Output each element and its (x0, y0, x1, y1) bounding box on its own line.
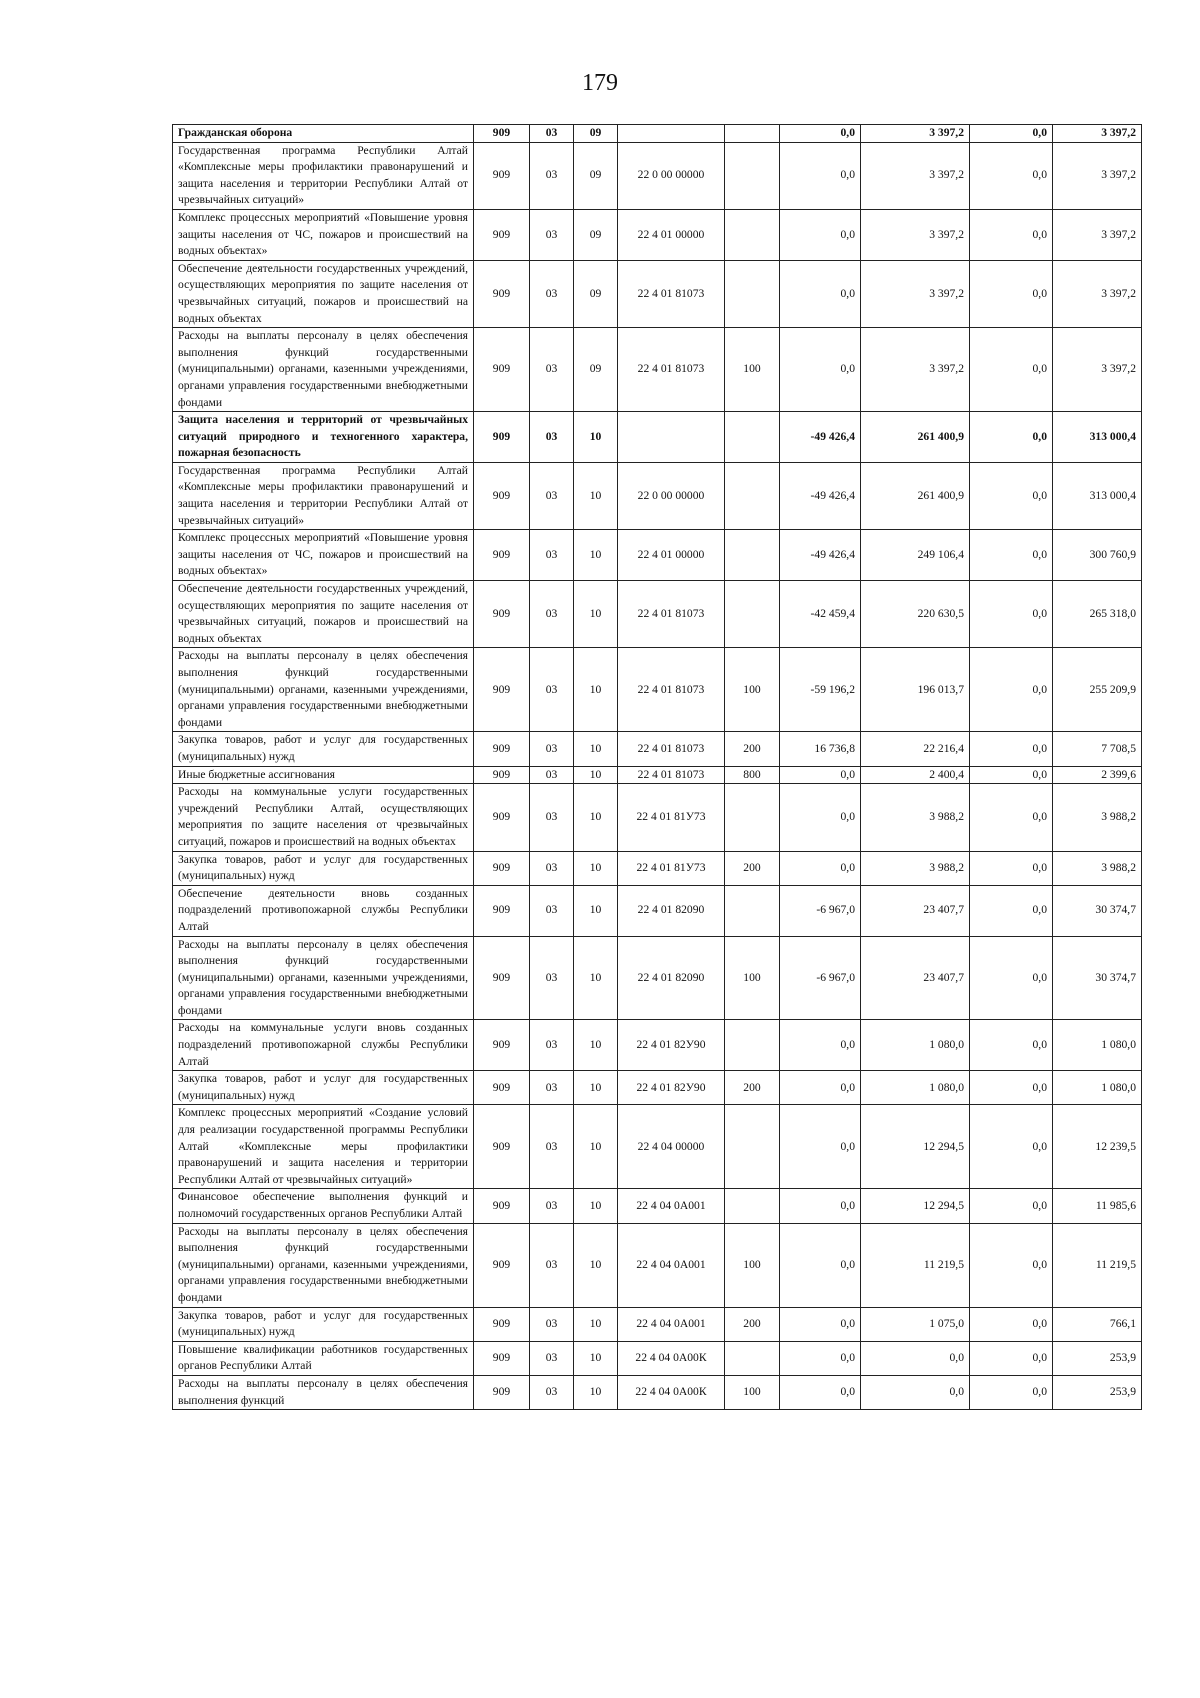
cell-value-3: 0,0 (970, 1307, 1053, 1341)
cell-value-3: 0,0 (970, 885, 1053, 936)
cell-name: Повышение квалификации работников государственных органов Республики Алтай (173, 1341, 474, 1375)
cell-admin-code: 909 (474, 209, 530, 260)
cell-target-article: 22 4 01 81073 (618, 260, 725, 327)
cell-section: 03 (530, 784, 574, 851)
cell-name: Комплекс процессных мероприятий «Повышение уровня защиты населения от ЧС, пожаров и происшествий на водных объектах» (173, 209, 474, 260)
cell-admin-code: 909 (474, 1341, 530, 1375)
cell-section: 03 (530, 328, 574, 412)
cell-value-4: 11 219,5 (1053, 1223, 1142, 1307)
cell-target-article: 22 4 04 0А00К (618, 1375, 725, 1409)
cell-name: Расходы на выплаты персоналу в целях обеспечения выполнения функций государственными (муниципальными) органами, казенными учреждениями, органами управления государственными внебюджетными фондами (173, 648, 474, 732)
cell-section: 03 (530, 209, 574, 260)
cell-value-3: 0,0 (970, 412, 1053, 463)
cell-admin-code: 909 (474, 784, 530, 851)
cell-expense-type (725, 581, 780, 648)
cell-subsection: 09 (574, 125, 618, 143)
cell-subsection: 10 (574, 648, 618, 732)
cell-value-4: 30 374,7 (1053, 885, 1142, 936)
cell-section: 03 (530, 530, 574, 581)
cell-value-2: 2 400,4 (861, 766, 970, 784)
cell-expense-type (725, 784, 780, 851)
cell-value-1: 0,0 (780, 851, 861, 885)
cell-expense-type: 200 (725, 1071, 780, 1105)
table-row (173, 530, 1142, 581)
cell-admin-code: 909 (474, 766, 530, 784)
cell-value-2: 3 397,2 (861, 260, 970, 327)
cell-target-article: 22 4 01 81073 (618, 766, 725, 784)
cell-value-1: -6 967,0 (780, 936, 861, 1020)
cell-target-article: 22 4 01 82У90 (618, 1071, 725, 1105)
cell-target-article: 22 4 04 00000 (618, 1105, 725, 1189)
cell-value-3: 0,0 (970, 851, 1053, 885)
table-row (173, 1189, 1142, 1223)
cell-value-4: 3 397,2 (1053, 209, 1142, 260)
cell-value-4: 313 000,4 (1053, 412, 1142, 463)
table-row (173, 1375, 1142, 1409)
cell-admin-code: 909 (474, 1105, 530, 1189)
cell-target-article: 22 4 01 81073 (618, 328, 725, 412)
cell-admin-code: 909 (474, 530, 530, 581)
cell-target-article: 22 4 01 81У73 (618, 851, 725, 885)
cell-value-3: 0,0 (970, 125, 1053, 143)
cell-value-3: 0,0 (970, 260, 1053, 327)
cell-expense-type (725, 1189, 780, 1223)
cell-target-article: 22 4 01 00000 (618, 209, 725, 260)
cell-value-3: 0,0 (970, 1020, 1053, 1071)
cell-value-3: 0,0 (970, 936, 1053, 1020)
cell-target-article: 22 4 01 82У90 (618, 1020, 725, 1071)
table-row (173, 1105, 1142, 1189)
cell-value-2: 249 106,4 (861, 530, 970, 581)
cell-section: 03 (530, 851, 574, 885)
cell-value-2: 3 397,2 (861, 209, 970, 260)
cell-value-4: 3 988,2 (1053, 851, 1142, 885)
cell-value-2: 12 294,5 (861, 1189, 970, 1223)
cell-subsection: 10 (574, 885, 618, 936)
cell-target-article: 22 4 01 82090 (618, 885, 725, 936)
table-row (173, 1020, 1142, 1071)
cell-value-2: 12 294,5 (861, 1105, 970, 1189)
cell-subsection: 10 (574, 1375, 618, 1409)
cell-expense-type (725, 260, 780, 327)
cell-value-4: 253,9 (1053, 1341, 1142, 1375)
cell-section: 03 (530, 462, 574, 529)
cell-value-3: 0,0 (970, 581, 1053, 648)
cell-name: Расходы на выплаты персоналу в целях обеспечения выполнения функций (173, 1375, 474, 1409)
cell-target-article: 22 4 01 81073 (618, 732, 725, 766)
cell-expense-type (725, 462, 780, 529)
cell-admin-code: 909 (474, 142, 530, 209)
cell-expense-type (725, 142, 780, 209)
cell-value-1: 0,0 (780, 209, 861, 260)
cell-section: 03 (530, 732, 574, 766)
cell-section: 03 (530, 581, 574, 648)
cell-admin-code: 909 (474, 125, 530, 143)
cell-value-3: 0,0 (970, 1189, 1053, 1223)
cell-value-1: 0,0 (780, 766, 861, 784)
cell-expense-type: 200 (725, 851, 780, 885)
cell-admin-code: 909 (474, 260, 530, 327)
cell-expense-type (725, 885, 780, 936)
cell-expense-type (725, 530, 780, 581)
cell-section: 03 (530, 648, 574, 732)
cell-value-4: 3 397,2 (1053, 142, 1142, 209)
table-row (173, 125, 1142, 143)
cell-section: 03 (530, 260, 574, 327)
cell-target-article (618, 125, 725, 143)
cell-section: 03 (530, 1375, 574, 1409)
table-row (173, 885, 1142, 936)
cell-value-1: -42 459,4 (780, 581, 861, 648)
cell-value-3: 0,0 (970, 1071, 1053, 1105)
cell-target-article: 22 4 04 0А001 (618, 1189, 725, 1223)
table-row (173, 209, 1142, 260)
cell-name: Расходы на выплаты персоналу в целях обеспечения выполнения функций государственными (муниципальными) органами, казенными учреждениями, органами управления государственными внебюджетными фондами (173, 936, 474, 1020)
table-row (173, 1341, 1142, 1375)
cell-subsection: 10 (574, 732, 618, 766)
cell-name: Расходы на выплаты персоналу в целях обеспечения выполнения функций государственными (муниципальными) органами, казенными учреждениями, органами управления государственными внебюджетными фондами (173, 1223, 474, 1307)
cell-section: 03 (530, 1020, 574, 1071)
cell-expense-type: 100 (725, 1223, 780, 1307)
cell-subsection: 10 (574, 784, 618, 851)
cell-value-4: 7 708,5 (1053, 732, 1142, 766)
table-row (173, 784, 1142, 851)
cell-target-article: 22 4 01 00000 (618, 530, 725, 581)
cell-value-3: 0,0 (970, 328, 1053, 412)
cell-subsection: 10 (574, 1189, 618, 1223)
cell-value-4: 3 397,2 (1053, 260, 1142, 327)
cell-subsection: 09 (574, 260, 618, 327)
cell-name: Обеспечение деятельности государственных учреждений, осуществляющих мероприятия по защите населения от чрезвычайных ситуаций, пожаров и происшествий на водных объектах (173, 260, 474, 327)
cell-admin-code: 909 (474, 1189, 530, 1223)
cell-value-1: 0,0 (780, 784, 861, 851)
cell-section: 03 (530, 766, 574, 784)
table-row (173, 142, 1142, 209)
cell-value-3: 0,0 (970, 732, 1053, 766)
cell-admin-code: 909 (474, 1071, 530, 1105)
cell-target-article: 22 0 00 00000 (618, 462, 725, 529)
table-row (173, 851, 1142, 885)
cell-value-1: 0,0 (780, 1341, 861, 1375)
cell-subsection: 10 (574, 1071, 618, 1105)
cell-value-2: 23 407,7 (861, 885, 970, 936)
table-row (173, 1071, 1142, 1105)
cell-value-3: 0,0 (970, 1223, 1053, 1307)
cell-section: 03 (530, 142, 574, 209)
cell-admin-code: 909 (474, 851, 530, 885)
cell-value-3: 0,0 (970, 648, 1053, 732)
cell-value-4: 766,1 (1053, 1307, 1142, 1341)
cell-name: Закупка товаров, работ и услуг для государственных (муниципальных) нужд (173, 1071, 474, 1105)
cell-expense-type (725, 125, 780, 143)
cell-value-2: 3 397,2 (861, 125, 970, 143)
table-row (173, 766, 1142, 784)
table-row (173, 648, 1142, 732)
cell-value-2: 3 397,2 (861, 142, 970, 209)
cell-value-1: -59 196,2 (780, 648, 861, 732)
cell-section: 03 (530, 1189, 574, 1223)
cell-value-2: 3 988,2 (861, 851, 970, 885)
cell-expense-type: 200 (725, 1307, 780, 1341)
cell-expense-type: 100 (725, 328, 780, 412)
cell-expense-type: 800 (725, 766, 780, 784)
cell-subsection: 10 (574, 1105, 618, 1189)
cell-value-3: 0,0 (970, 530, 1053, 581)
cell-value-4: 3 397,2 (1053, 328, 1142, 412)
cell-value-1: 16 736,8 (780, 732, 861, 766)
cell-subsection: 10 (574, 581, 618, 648)
cell-expense-type: 100 (725, 936, 780, 1020)
cell-value-2: 220 630,5 (861, 581, 970, 648)
cell-value-4: 265 318,0 (1053, 581, 1142, 648)
cell-value-3: 0,0 (970, 142, 1053, 209)
cell-value-1: 0,0 (780, 1189, 861, 1223)
cell-value-2: 1 080,0 (861, 1020, 970, 1071)
table-row (173, 936, 1142, 1020)
cell-value-3: 0,0 (970, 462, 1053, 529)
cell-subsection: 10 (574, 530, 618, 581)
table-row (173, 732, 1142, 766)
cell-value-1: 0,0 (780, 1375, 861, 1409)
cell-value-2: 23 407,7 (861, 936, 970, 1020)
cell-section: 03 (530, 1105, 574, 1189)
cell-value-1: 0,0 (780, 1307, 861, 1341)
cell-subsection: 09 (574, 209, 618, 260)
cell-value-1: 0,0 (780, 1071, 861, 1105)
cell-value-1: -49 426,4 (780, 530, 861, 581)
cell-value-2: 11 219,5 (861, 1223, 970, 1307)
cell-name: Закупка товаров, работ и услуг для государственных (муниципальных) нужд (173, 732, 474, 766)
cell-target-article: 22 4 01 82090 (618, 936, 725, 1020)
cell-value-4: 1 080,0 (1053, 1071, 1142, 1105)
cell-target-article: 22 4 04 0А001 (618, 1307, 725, 1341)
cell-value-3: 0,0 (970, 766, 1053, 784)
cell-target-article: 22 4 04 0А001 (618, 1223, 725, 1307)
cell-section: 03 (530, 412, 574, 463)
cell-name: Расходы на коммунальные услуги государственных учреждений Республики Алтай, осуществляющих мероприятия по защите населения от чрезвычайных ситуаций, пожаров и происшествий на водных объектах (173, 784, 474, 851)
cell-section: 03 (530, 1307, 574, 1341)
cell-admin-code: 909 (474, 885, 530, 936)
cell-admin-code: 909 (474, 648, 530, 732)
cell-section: 03 (530, 885, 574, 936)
cell-value-4: 300 760,9 (1053, 530, 1142, 581)
cell-admin-code: 909 (474, 581, 530, 648)
cell-value-2: 261 400,9 (861, 462, 970, 529)
cell-value-4: 30 374,7 (1053, 936, 1142, 1020)
cell-value-1: 0,0 (780, 1020, 861, 1071)
cell-value-3: 0,0 (970, 1375, 1053, 1409)
cell-value-4: 1 080,0 (1053, 1020, 1142, 1071)
cell-section: 03 (530, 125, 574, 143)
table-row (173, 260, 1142, 327)
table-body (173, 125, 1142, 1410)
cell-value-2: 3 988,2 (861, 784, 970, 851)
cell-name: Обеспечение деятельности вновь созданных подразделений противопожарной службы Республики Алтай (173, 885, 474, 936)
cell-subsection: 10 (574, 1020, 618, 1071)
budget-table (172, 124, 1142, 1410)
cell-value-4: 3 397,2 (1053, 125, 1142, 143)
cell-subsection: 10 (574, 1341, 618, 1375)
cell-name: Расходы на коммунальные услуги вновь созданных подразделений противопожарной службы Республики Алтай (173, 1020, 474, 1071)
cell-name: Иные бюджетные ассигнования (173, 766, 474, 784)
cell-target-article: 22 4 04 0А00К (618, 1341, 725, 1375)
cell-value-2: 0,0 (861, 1375, 970, 1409)
cell-value-3: 0,0 (970, 1105, 1053, 1189)
cell-value-2: 3 397,2 (861, 328, 970, 412)
cell-target-article: 22 4 01 81073 (618, 581, 725, 648)
cell-value-2: 261 400,9 (861, 412, 970, 463)
cell-subsection: 10 (574, 1307, 618, 1341)
cell-value-4: 313 000,4 (1053, 462, 1142, 529)
cell-value-1: 0,0 (780, 260, 861, 327)
cell-section: 03 (530, 1223, 574, 1307)
cell-subsection: 10 (574, 936, 618, 1020)
table-row (173, 328, 1142, 412)
cell-value-1: 0,0 (780, 328, 861, 412)
cell-name: Закупка товаров, работ и услуг для государственных (муниципальных) нужд (173, 1307, 474, 1341)
cell-value-3: 0,0 (970, 784, 1053, 851)
cell-expense-type: 100 (725, 1375, 780, 1409)
cell-value-1: -6 967,0 (780, 885, 861, 936)
cell-expense-type (725, 1020, 780, 1071)
cell-value-2: 196 013,7 (861, 648, 970, 732)
cell-value-1: -49 426,4 (780, 412, 861, 463)
cell-name: Государственная программа Республики Алтай «Комплексные меры профилактики правонарушений и защита населения и территории Республики Алтай от чрезвычайных ситуаций» (173, 142, 474, 209)
cell-subsection: 10 (574, 1223, 618, 1307)
cell-admin-code: 909 (474, 462, 530, 529)
cell-subsection: 09 (574, 142, 618, 209)
cell-subsection: 10 (574, 851, 618, 885)
cell-target-article (618, 412, 725, 463)
cell-admin-code: 909 (474, 1375, 530, 1409)
cell-target-article: 22 4 01 81073 (618, 648, 725, 732)
cell-name: Закупка товаров, работ и услуг для государственных (муниципальных) нужд (173, 851, 474, 885)
cell-value-3: 0,0 (970, 1341, 1053, 1375)
cell-value-1: 0,0 (780, 1105, 861, 1189)
cell-expense-type (725, 209, 780, 260)
cell-admin-code: 909 (474, 328, 530, 412)
cell-expense-type (725, 1105, 780, 1189)
cell-admin-code: 909 (474, 936, 530, 1020)
cell-value-3: 0,0 (970, 209, 1053, 260)
cell-subsection: 10 (574, 766, 618, 784)
cell-value-1: -49 426,4 (780, 462, 861, 529)
cell-value-1: 0,0 (780, 142, 861, 209)
cell-value-4: 255 209,9 (1053, 648, 1142, 732)
cell-subsection: 10 (574, 412, 618, 463)
cell-name: Обеспечение деятельности государственных учреждений, осуществляющих мероприятия по защите населения от чрезвычайных ситуаций, пожаров и происшествий на водных объектах (173, 581, 474, 648)
table-row (173, 462, 1142, 529)
cell-name: Защита населения и территорий от чрезвычайных ситуаций природного и техногенного характера, пожарная безопасность (173, 412, 474, 463)
cell-value-2: 1 075,0 (861, 1307, 970, 1341)
cell-name: Гражданская оборона (173, 125, 474, 143)
cell-name: Государственная программа Республики Алтай «Комплексные меры профилактики правонарушений и защита населения и территории Республики Алтай от чрезвычайных ситуаций» (173, 462, 474, 529)
cell-subsection: 09 (574, 328, 618, 412)
cell-expense-type: 200 (725, 732, 780, 766)
cell-name: Расходы на выплаты персоналу в целях обеспечения выполнения функций государственными (муниципальными) органами, казенными учреждениями, органами управления государственными внебюджетными фондами (173, 328, 474, 412)
cell-admin-code: 909 (474, 1307, 530, 1341)
cell-value-4: 253,9 (1053, 1375, 1142, 1409)
cell-admin-code: 909 (474, 732, 530, 766)
cell-value-2: 1 080,0 (861, 1071, 970, 1105)
cell-value-4: 2 399,6 (1053, 766, 1142, 784)
table-row (173, 581, 1142, 648)
cell-value-4: 12 239,5 (1053, 1105, 1142, 1189)
cell-admin-code: 909 (474, 412, 530, 463)
cell-value-2: 22 216,4 (861, 732, 970, 766)
cell-expense-type (725, 412, 780, 463)
cell-section: 03 (530, 936, 574, 1020)
table-row (173, 1223, 1142, 1307)
cell-subsection: 10 (574, 462, 618, 529)
cell-section: 03 (530, 1071, 574, 1105)
table-row (173, 412, 1142, 463)
cell-value-2: 0,0 (861, 1341, 970, 1375)
page-number: 179 (582, 70, 618, 96)
cell-name: Комплекс процессных мероприятий «Повышение уровня защиты населения от ЧС, пожаров и происшествий на водных объектах» (173, 530, 474, 581)
cell-name: Финансовое обеспечение выполнения функций и полномочий государственных органов Республики Алтай (173, 1189, 474, 1223)
cell-admin-code: 909 (474, 1020, 530, 1071)
cell-admin-code: 909 (474, 1223, 530, 1307)
cell-expense-type: 100 (725, 648, 780, 732)
cell-value-4: 11 985,6 (1053, 1189, 1142, 1223)
table-row (173, 1307, 1142, 1341)
cell-expense-type (725, 1341, 780, 1375)
cell-name: Комплекс процессных мероприятий «Создание условий для реализации государственной программы Республики Алтай «Комплексные меры профилактики правонарушений и защита населения и территории Республики Алтай от чрезвычайных ситуаций» (173, 1105, 474, 1189)
cell-value-4: 3 988,2 (1053, 784, 1142, 851)
cell-target-article: 22 4 01 81У73 (618, 784, 725, 851)
cell-section: 03 (530, 1341, 574, 1375)
cell-value-1: 0,0 (780, 125, 861, 143)
cell-value-1: 0,0 (780, 1223, 861, 1307)
cell-target-article: 22 0 00 00000 (618, 142, 725, 209)
